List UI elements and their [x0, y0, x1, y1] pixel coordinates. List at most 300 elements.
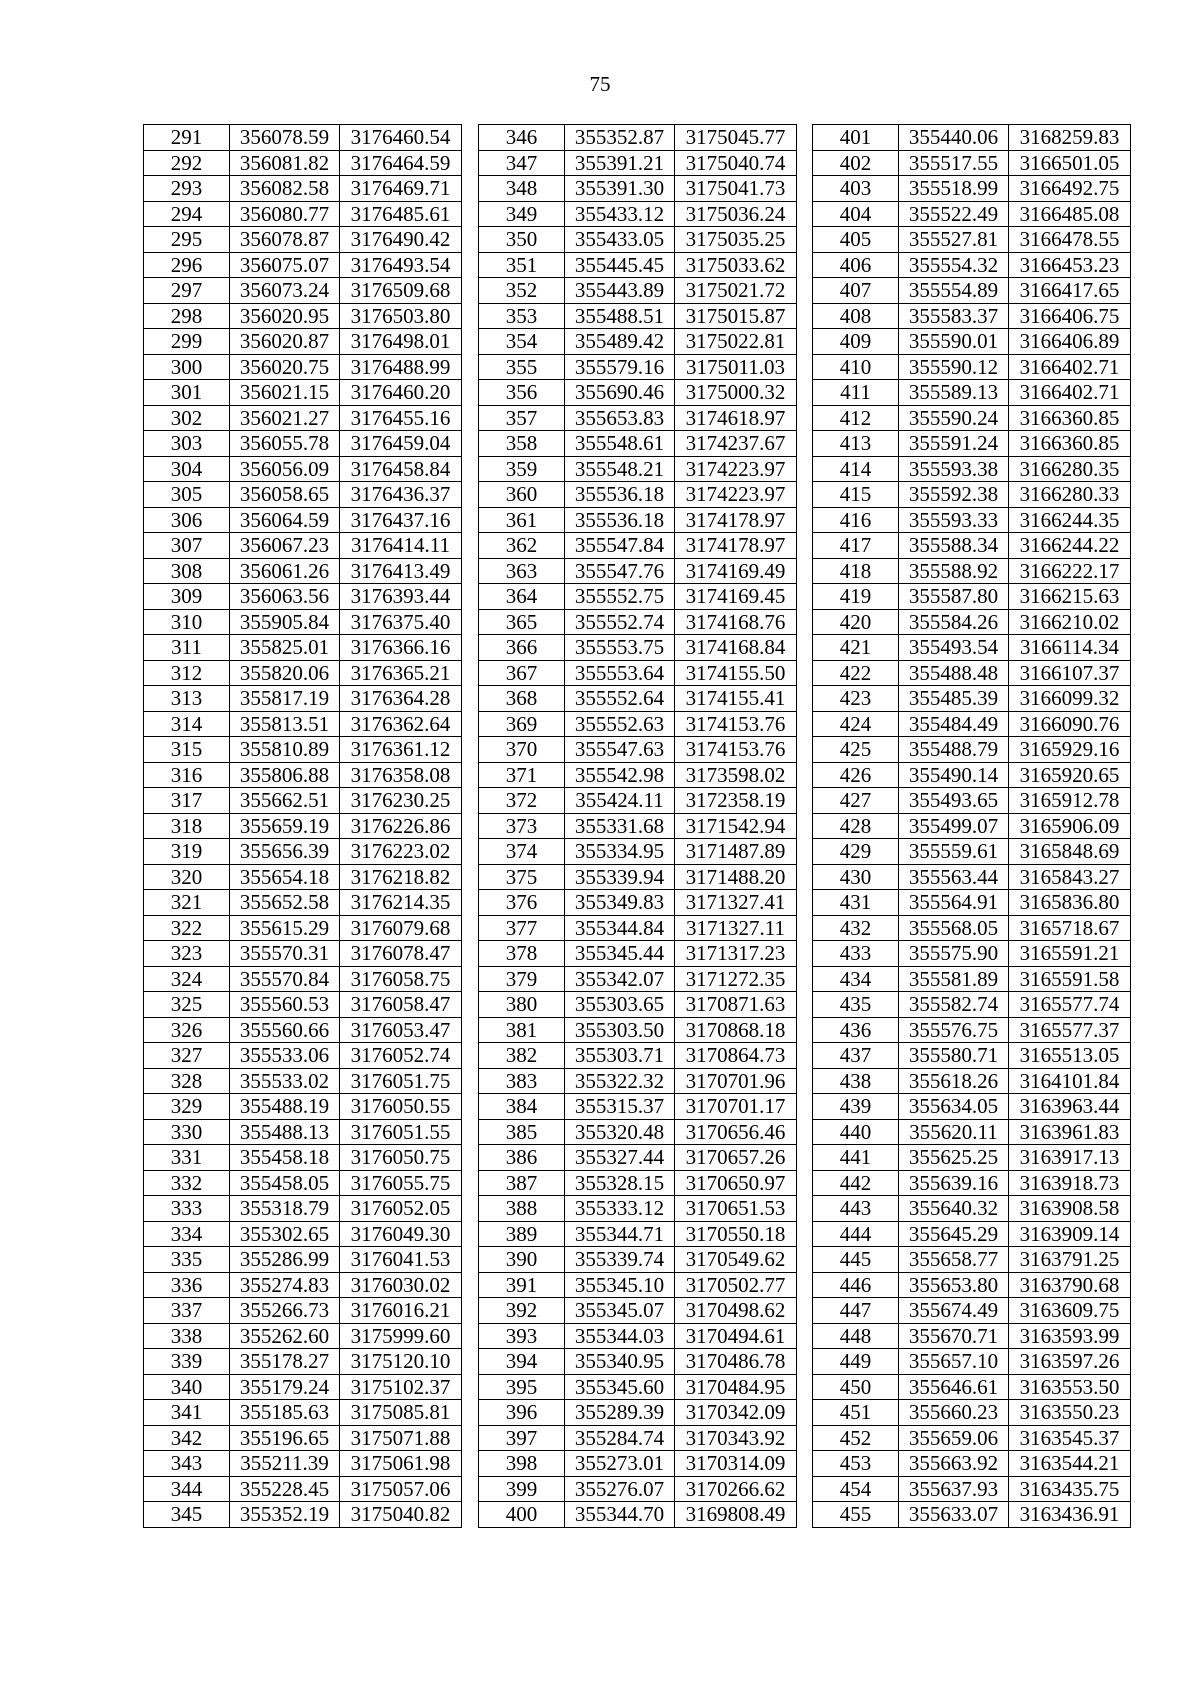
point-number-cell: 404	[813, 201, 899, 227]
point-number-cell: 368	[479, 686, 565, 712]
table-row	[144, 737, 462, 763]
y-coordinate-cell: 3168259.83	[1009, 125, 1131, 151]
x-coordinate-cell: 355488.48	[899, 660, 1009, 686]
x-coordinate-cell: 355445.45	[565, 252, 675, 278]
point-number-cell: 308	[144, 558, 230, 584]
point-number-cell: 445	[813, 1247, 899, 1273]
x-coordinate-cell: 355659.19	[230, 813, 340, 839]
y-coordinate-cell: 3165591.21	[1009, 941, 1131, 967]
y-coordinate-cell: 3170651.53	[675, 1196, 797, 1222]
y-coordinate-cell: 3174178.97	[675, 507, 797, 533]
x-coordinate-cell: 355590.01	[899, 329, 1009, 355]
table-row	[479, 533, 797, 559]
point-number-cell: 438	[813, 1068, 899, 1094]
coordinate-table-3	[812, 124, 1131, 1528]
y-coordinate-cell: 3165836.80	[1009, 890, 1131, 916]
table-row	[479, 660, 797, 686]
x-coordinate-cell: 355579.16	[565, 354, 675, 380]
y-coordinate-cell: 3174168.84	[675, 635, 797, 661]
y-coordinate-cell: 3176485.61	[340, 201, 462, 227]
table-row	[813, 660, 1131, 686]
x-coordinate-cell: 356056.09	[230, 456, 340, 482]
point-number-cell: 314	[144, 711, 230, 737]
x-coordinate-cell: 355196.65	[230, 1425, 340, 1451]
point-number-cell: 351	[479, 252, 565, 278]
x-coordinate-cell: 355552.63	[565, 711, 675, 737]
y-coordinate-cell: 3176049.30	[340, 1221, 462, 1247]
y-coordinate-cell: 3174155.41	[675, 686, 797, 712]
point-number-cell: 450	[813, 1374, 899, 1400]
y-coordinate-cell: 3163908.58	[1009, 1196, 1131, 1222]
table-row	[144, 558, 462, 584]
point-number-cell: 321	[144, 890, 230, 916]
point-number-cell: 418	[813, 558, 899, 584]
x-coordinate-cell: 355810.89	[230, 737, 340, 763]
table-row	[479, 864, 797, 890]
table-row	[479, 1374, 797, 1400]
point-number-cell: 335	[144, 1247, 230, 1273]
x-coordinate-cell: 355185.63	[230, 1400, 340, 1426]
x-coordinate-cell: 355634.05	[899, 1094, 1009, 1120]
x-coordinate-cell: 355424.11	[565, 788, 675, 814]
point-number-cell: 320	[144, 864, 230, 890]
table-row	[813, 966, 1131, 992]
point-number-cell: 298	[144, 303, 230, 329]
point-number-cell: 292	[144, 150, 230, 176]
table-row	[813, 1374, 1131, 1400]
point-number-cell: 388	[479, 1196, 565, 1222]
point-number-cell: 365	[479, 609, 565, 635]
y-coordinate-cell: 3165513.05	[1009, 1043, 1131, 1069]
y-coordinate-cell: 3166453.23	[1009, 252, 1131, 278]
point-number-cell: 394	[479, 1349, 565, 1375]
table-row	[144, 941, 462, 967]
point-number-cell: 332	[144, 1170, 230, 1196]
table-row	[479, 1247, 797, 1273]
table-row	[479, 456, 797, 482]
point-number-cell: 381	[479, 1017, 565, 1043]
y-coordinate-cell: 3174153.76	[675, 711, 797, 737]
point-number-cell: 405	[813, 227, 899, 253]
table-row	[479, 941, 797, 967]
table-row	[144, 1094, 462, 1120]
table-row	[144, 1119, 462, 1145]
point-number-cell: 362	[479, 533, 565, 559]
y-coordinate-cell: 3166360.85	[1009, 431, 1131, 457]
y-coordinate-cell: 3166406.75	[1009, 303, 1131, 329]
y-coordinate-cell: 3176503.80	[340, 303, 462, 329]
coordinate-tables	[0, 124, 1200, 1584]
point-number-cell: 356	[479, 380, 565, 406]
y-coordinate-cell: 3170266.62	[675, 1476, 797, 1502]
table-row	[479, 839, 797, 865]
x-coordinate-cell: 355344.70	[565, 1502, 675, 1528]
table-row	[813, 1476, 1131, 1502]
x-coordinate-cell: 355533.06	[230, 1043, 340, 1069]
x-coordinate-cell: 355589.13	[899, 380, 1009, 406]
point-number-cell: 386	[479, 1145, 565, 1171]
point-number-cell: 336	[144, 1272, 230, 1298]
y-coordinate-cell: 3166099.32	[1009, 686, 1131, 712]
point-number-cell: 347	[479, 150, 565, 176]
point-number-cell: 406	[813, 252, 899, 278]
x-coordinate-cell: 355590.12	[899, 354, 1009, 380]
table-row	[144, 1272, 462, 1298]
x-coordinate-cell: 355339.94	[565, 864, 675, 890]
x-coordinate-cell: 355320.48	[565, 1119, 675, 1145]
table-row	[144, 380, 462, 406]
y-coordinate-cell: 3176365.21	[340, 660, 462, 686]
x-coordinate-cell: 355662.51	[230, 788, 340, 814]
x-coordinate-cell: 355334.95	[565, 839, 675, 865]
table-row	[813, 1119, 1131, 1145]
x-coordinate-cell: 356021.15	[230, 380, 340, 406]
table-row	[813, 176, 1131, 202]
table-row	[479, 278, 797, 304]
table-row	[479, 1502, 797, 1528]
y-coordinate-cell: 3174223.97	[675, 456, 797, 482]
point-number-cell: 316	[144, 762, 230, 788]
point-number-cell: 359	[479, 456, 565, 482]
x-coordinate-cell: 355657.10	[899, 1349, 1009, 1375]
y-coordinate-cell: 3170484.95	[675, 1374, 797, 1400]
point-number-cell: 420	[813, 609, 899, 635]
table-row	[144, 635, 462, 661]
x-coordinate-cell: 355625.25	[899, 1145, 1009, 1171]
point-number-cell: 311	[144, 635, 230, 661]
table-row	[813, 431, 1131, 457]
y-coordinate-cell: 3176223.02	[340, 839, 462, 865]
point-number-cell: 415	[813, 482, 899, 508]
y-coordinate-cell: 3171542.94	[675, 813, 797, 839]
point-number-cell: 361	[479, 507, 565, 533]
x-coordinate-cell: 356063.56	[230, 584, 340, 610]
table-row	[479, 176, 797, 202]
table-row	[479, 431, 797, 457]
y-coordinate-cell: 3163550.23	[1009, 1400, 1131, 1426]
x-coordinate-cell: 355576.75	[899, 1017, 1009, 1043]
y-coordinate-cell: 3163545.37	[1009, 1425, 1131, 1451]
x-coordinate-cell: 355485.39	[899, 686, 1009, 712]
point-number-cell: 318	[144, 813, 230, 839]
table-row	[479, 405, 797, 431]
y-coordinate-cell: 3163609.75	[1009, 1298, 1131, 1324]
table-row	[479, 584, 797, 610]
table-row	[144, 992, 462, 1018]
x-coordinate-cell: 355560.66	[230, 1017, 340, 1043]
table-row	[813, 864, 1131, 890]
table-row	[144, 1247, 462, 1273]
y-coordinate-cell: 3170343.92	[675, 1425, 797, 1451]
point-number-cell: 331	[144, 1145, 230, 1171]
x-coordinate-cell: 355458.05	[230, 1170, 340, 1196]
y-coordinate-cell: 3175999.60	[340, 1323, 462, 1349]
point-number-cell: 399	[479, 1476, 565, 1502]
y-coordinate-cell: 3171317.23	[675, 941, 797, 967]
table-row	[813, 737, 1131, 763]
table-row	[813, 813, 1131, 839]
table-row	[144, 1017, 462, 1043]
x-coordinate-cell: 355303.71	[565, 1043, 675, 1069]
table-row	[144, 1502, 462, 1528]
y-coordinate-cell: 3176469.71	[340, 176, 462, 202]
point-number-cell: 296	[144, 252, 230, 278]
y-coordinate-cell: 3176230.25	[340, 788, 462, 814]
table-row	[813, 278, 1131, 304]
x-coordinate-cell: 355303.50	[565, 1017, 675, 1043]
table-row	[813, 915, 1131, 941]
x-coordinate-cell: 355331.68	[565, 813, 675, 839]
y-coordinate-cell: 3170550.18	[675, 1221, 797, 1247]
table-row	[144, 227, 462, 253]
point-number-cell: 334	[144, 1221, 230, 1247]
y-coordinate-cell: 3176459.04	[340, 431, 462, 457]
table-row	[479, 1145, 797, 1171]
table-row	[144, 278, 462, 304]
table-row	[144, 1425, 462, 1451]
y-coordinate-cell: 3163909.14	[1009, 1221, 1131, 1247]
table-row	[479, 380, 797, 406]
point-number-cell: 354	[479, 329, 565, 355]
point-number-cell: 372	[479, 788, 565, 814]
x-coordinate-cell: 355536.18	[565, 507, 675, 533]
point-number-cell: 293	[144, 176, 230, 202]
x-coordinate-cell: 355536.18	[565, 482, 675, 508]
x-coordinate-cell: 355262.60	[230, 1323, 340, 1349]
x-coordinate-cell: 356058.65	[230, 482, 340, 508]
y-coordinate-cell: 3176051.75	[340, 1068, 462, 1094]
point-number-cell: 432	[813, 915, 899, 941]
x-coordinate-cell: 355493.54	[899, 635, 1009, 661]
x-coordinate-cell: 355433.12	[565, 201, 675, 227]
y-coordinate-cell: 3170650.97	[675, 1170, 797, 1196]
table-row	[479, 1170, 797, 1196]
x-coordinate-cell: 355489.42	[565, 329, 675, 355]
y-coordinate-cell: 3166244.35	[1009, 507, 1131, 533]
table-row	[813, 1170, 1131, 1196]
x-coordinate-cell: 355658.77	[899, 1247, 1009, 1273]
x-coordinate-cell: 355433.05	[565, 227, 675, 253]
point-number-cell: 396	[479, 1400, 565, 1426]
y-coordinate-cell: 3166222.17	[1009, 558, 1131, 584]
y-coordinate-cell: 3169808.49	[675, 1502, 797, 1528]
point-number-cell: 303	[144, 431, 230, 457]
x-coordinate-cell: 355328.15	[565, 1170, 675, 1196]
table-row	[813, 380, 1131, 406]
y-coordinate-cell: 3176509.68	[340, 278, 462, 304]
point-number-cell: 333	[144, 1196, 230, 1222]
x-coordinate-cell: 355391.21	[565, 150, 675, 176]
y-coordinate-cell: 3166402.71	[1009, 354, 1131, 380]
y-coordinate-cell: 3166478.55	[1009, 227, 1131, 253]
table-row	[813, 227, 1131, 253]
table-row	[813, 1272, 1131, 1298]
x-coordinate-cell: 355484.49	[899, 711, 1009, 737]
y-coordinate-cell: 3166492.75	[1009, 176, 1131, 202]
x-coordinate-cell: 355590.24	[899, 405, 1009, 431]
point-number-cell: 328	[144, 1068, 230, 1094]
y-coordinate-cell: 3174169.49	[675, 558, 797, 584]
x-coordinate-cell: 355344.03	[565, 1323, 675, 1349]
table-row	[144, 1043, 462, 1069]
table-row	[813, 941, 1131, 967]
y-coordinate-cell: 3165843.27	[1009, 864, 1131, 890]
y-coordinate-cell: 3163544.21	[1009, 1451, 1131, 1477]
point-number-cell: 382	[479, 1043, 565, 1069]
point-number-cell: 428	[813, 813, 899, 839]
x-coordinate-cell: 355522.49	[899, 201, 1009, 227]
y-coordinate-cell: 3166280.33	[1009, 482, 1131, 508]
y-coordinate-cell: 3176366.16	[340, 635, 462, 661]
table-row	[144, 1196, 462, 1222]
y-coordinate-cell: 3175036.24	[675, 201, 797, 227]
x-coordinate-cell: 355817.19	[230, 686, 340, 712]
point-number-cell: 367	[479, 660, 565, 686]
table-row	[479, 788, 797, 814]
point-number-cell: 436	[813, 1017, 899, 1043]
x-coordinate-cell: 355315.37	[565, 1094, 675, 1120]
point-number-cell: 358	[479, 431, 565, 457]
point-number-cell: 414	[813, 456, 899, 482]
y-coordinate-cell: 3170314.09	[675, 1451, 797, 1477]
point-number-cell: 299	[144, 329, 230, 355]
y-coordinate-cell: 3176460.20	[340, 380, 462, 406]
table-row	[144, 354, 462, 380]
x-coordinate-cell: 355284.74	[565, 1425, 675, 1451]
table-row	[813, 839, 1131, 865]
table-row	[813, 711, 1131, 737]
table-row	[144, 456, 462, 482]
page-number: 75	[589, 72, 611, 96]
table-row	[813, 1043, 1131, 1069]
x-coordinate-cell: 355591.24	[899, 431, 1009, 457]
x-coordinate-cell: 355663.92	[899, 1451, 1009, 1477]
point-number-cell: 416	[813, 507, 899, 533]
point-number-cell: 323	[144, 941, 230, 967]
y-coordinate-cell: 3176052.05	[340, 1196, 462, 1222]
point-number-cell: 352	[479, 278, 565, 304]
x-coordinate-cell: 355342.07	[565, 966, 675, 992]
y-coordinate-cell: 3163436.91	[1009, 1502, 1131, 1528]
table-row	[813, 533, 1131, 559]
y-coordinate-cell: 3176058.75	[340, 966, 462, 992]
table-row	[144, 1374, 462, 1400]
y-coordinate-cell: 3171272.35	[675, 966, 797, 992]
table-row	[479, 1068, 797, 1094]
table-row	[813, 1400, 1131, 1426]
point-number-cell: 440	[813, 1119, 899, 1145]
coordinate-table-2	[478, 124, 797, 1528]
table-row	[144, 609, 462, 635]
table-row	[813, 482, 1131, 508]
x-coordinate-cell: 355499.07	[899, 813, 1009, 839]
x-coordinate-cell: 355273.01	[565, 1451, 675, 1477]
x-coordinate-cell: 355547.63	[565, 737, 675, 763]
point-number-cell: 322	[144, 915, 230, 941]
x-coordinate-cell: 355488.13	[230, 1119, 340, 1145]
point-number-cell: 375	[479, 864, 565, 890]
table-row	[144, 405, 462, 431]
table-row	[813, 1196, 1131, 1222]
table-row	[144, 431, 462, 457]
point-number-cell: 306	[144, 507, 230, 533]
table-row	[144, 1298, 462, 1324]
table-row	[479, 1119, 797, 1145]
x-coordinate-cell: 355633.07	[899, 1502, 1009, 1528]
x-coordinate-cell: 355552.64	[565, 686, 675, 712]
table-row	[144, 864, 462, 890]
table-row	[479, 966, 797, 992]
point-number-cell: 427	[813, 788, 899, 814]
x-coordinate-cell: 355592.38	[899, 482, 1009, 508]
point-number-cell: 305	[144, 482, 230, 508]
point-number-cell: 433	[813, 941, 899, 967]
table-row	[479, 558, 797, 584]
x-coordinate-cell: 355587.80	[899, 584, 1009, 610]
x-coordinate-cell: 355825.01	[230, 635, 340, 661]
table-row	[144, 711, 462, 737]
point-number-cell: 371	[479, 762, 565, 788]
x-coordinate-cell: 355345.10	[565, 1272, 675, 1298]
point-number-cell: 300	[144, 354, 230, 380]
x-coordinate-cell: 355568.05	[899, 915, 1009, 941]
y-coordinate-cell: 3173598.02	[675, 762, 797, 788]
point-number-cell: 307	[144, 533, 230, 559]
table-row	[144, 839, 462, 865]
point-number-cell: 408	[813, 303, 899, 329]
y-coordinate-cell: 3163790.68	[1009, 1272, 1131, 1298]
y-coordinate-cell: 3176375.40	[340, 609, 462, 635]
point-number-cell: 409	[813, 329, 899, 355]
y-coordinate-cell: 3163917.13	[1009, 1145, 1131, 1171]
table-row	[479, 813, 797, 839]
point-number-cell: 373	[479, 813, 565, 839]
y-coordinate-cell: 3176364.28	[340, 686, 462, 712]
table-row	[144, 482, 462, 508]
y-coordinate-cell: 3163961.83	[1009, 1119, 1131, 1145]
y-coordinate-cell: 3165929.16	[1009, 737, 1131, 763]
point-number-cell: 441	[813, 1145, 899, 1171]
point-number-cell: 319	[144, 839, 230, 865]
table-row	[479, 507, 797, 533]
table-row	[144, 252, 462, 278]
x-coordinate-cell: 355547.84	[565, 533, 675, 559]
y-coordinate-cell: 3165591.58	[1009, 966, 1131, 992]
table-row	[144, 1476, 462, 1502]
point-number-cell: 419	[813, 584, 899, 610]
point-number-cell: 309	[144, 584, 230, 610]
table-row	[479, 150, 797, 176]
x-coordinate-cell: 355327.44	[565, 1145, 675, 1171]
table-row	[479, 1451, 797, 1477]
point-number-cell: 403	[813, 176, 899, 202]
y-coordinate-cell: 3164101.84	[1009, 1068, 1131, 1094]
x-coordinate-cell: 356020.87	[230, 329, 340, 355]
point-number-cell: 313	[144, 686, 230, 712]
point-number-cell: 453	[813, 1451, 899, 1477]
y-coordinate-cell: 3176460.54	[340, 125, 462, 151]
x-coordinate-cell: 355228.45	[230, 1476, 340, 1502]
y-coordinate-cell: 3176361.12	[340, 737, 462, 763]
x-coordinate-cell: 355349.83	[565, 890, 675, 916]
x-coordinate-cell: 355553.75	[565, 635, 675, 661]
y-coordinate-cell: 3176051.55	[340, 1119, 462, 1145]
point-number-cell: 426	[813, 762, 899, 788]
table-row	[144, 1170, 462, 1196]
point-number-cell: 315	[144, 737, 230, 763]
x-coordinate-cell: 356020.95	[230, 303, 340, 329]
y-coordinate-cell: 3166485.08	[1009, 201, 1131, 227]
